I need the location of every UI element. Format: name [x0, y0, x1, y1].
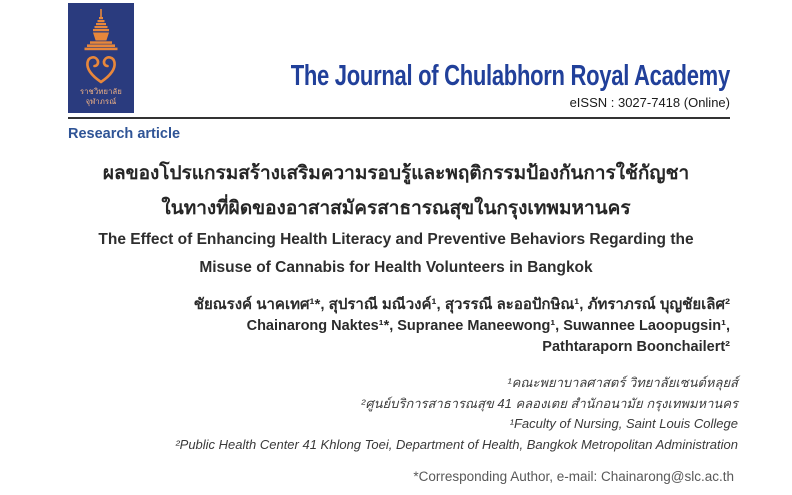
article-title-thai-line2: ในทางที่ผิดของอาสาสมัครสาธารณสุขในกรุงเทพมหานคร: [161, 198, 631, 219]
affiliation-thai-2: ²ศูนย์บริการสาธารณสุข 41 คลองเตย สำนักอนามัย กรุงเทพมหานคร: [361, 395, 738, 411]
logo-text: [68, 87, 134, 107]
article-title-thai: [0, 156, 792, 226]
academy-logo: [68, 3, 134, 113]
authors-english-line2: Pathtaraporn Boonchailert²: [542, 339, 730, 355]
masthead: [0, 0, 792, 113]
stupa-monogram-icon: [68, 3, 134, 87]
article-title-english-line1: The Effect of Enhancing Health Literacy and Preventive Behaviors Regarding the: [98, 231, 694, 248]
journal-name: [134, 61, 730, 91]
affiliation-english-1: ¹Faculty of Nursing, Saint Louis College: [509, 416, 738, 431]
affiliation-english-2: ²Public Health Center 41 Khlong Toei, Department of Health, Bangkok Metropolitan Administration: [175, 436, 738, 452]
article-header: [0, 156, 792, 486]
article-title-english-line2: Misuse of Cannabis for Health Volunteers in Bangkok: [199, 259, 593, 276]
author-list: [68, 294, 730, 358]
authors-english-line1: Chainarong Naktes¹*, Supranee Maneewong¹, Suwannee Laoopugsin¹,: [246, 318, 730, 334]
affiliation-thai-1: ¹คณะพยาบาลศาสตร์ วิทยาลัยเซนต์หลุยส์: [507, 375, 738, 390]
masthead-right: [134, 61, 730, 113]
article-title-thai-line1: ผลของโปรแกรมสร้างเสริมความรอบรู้และพฤติกรรมป้องกันการใช้กัญชา: [102, 163, 690, 184]
article-type-label: Research article: [68, 126, 181, 142]
corresponding-author-note: *Corresponding Author, e-mail: Chainarong@slc.ac.th: [413, 469, 734, 484]
affiliation-list: [68, 373, 738, 455]
journal-eissn: eISSN : 3027-7418 (Online): [569, 95, 730, 110]
logo-text-line1: ราชวิทยาลัย: [80, 87, 122, 96]
journal-name-text: The Journal of Chulabhorn Royal Academy: [290, 60, 730, 92]
article-title-english: [0, 226, 792, 282]
header-divider: [68, 117, 730, 119]
title-block: [0, 156, 792, 282]
logo-text-line2: จุฬาภรณ์: [85, 97, 117, 106]
authors-thai: ชัยณรงค์ นาคเทศ¹*, สุปราณี มณีวงค์¹, สุวรรณี ละออปักษิณ¹, ภัทราภรณ์ บุญชัยเลิศ²: [193, 296, 730, 313]
